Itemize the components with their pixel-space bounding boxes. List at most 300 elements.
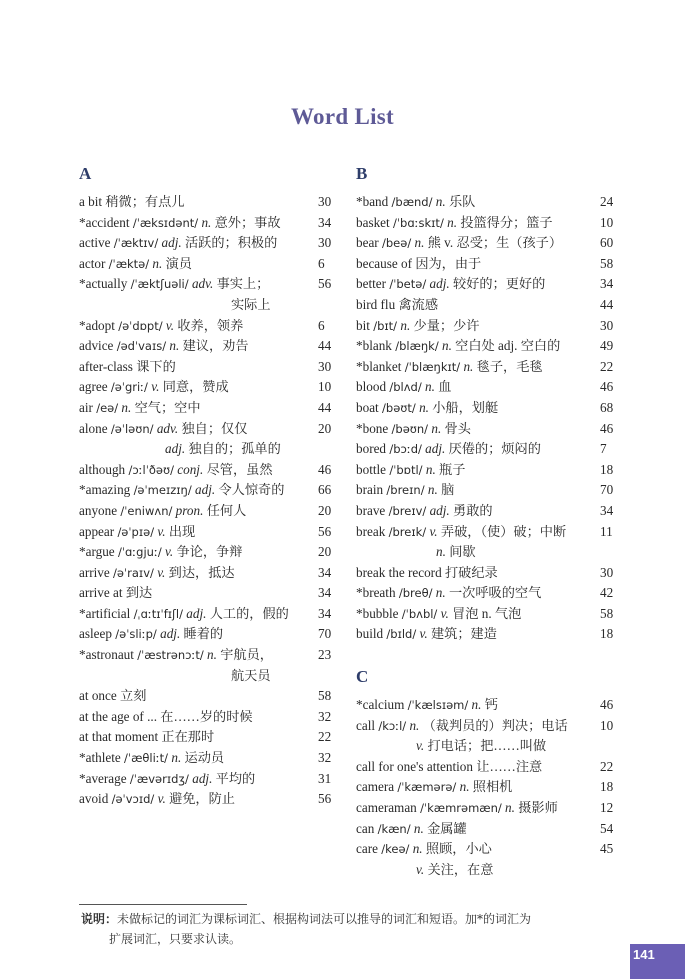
headword: boat <box>356 399 379 415</box>
headword: brain <box>356 482 384 498</box>
definition: 在……岁的时候 <box>160 708 253 724</box>
phonetic: /ˈæθliːt/ <box>124 751 169 766</box>
page-number: 141 <box>633 947 655 962</box>
entry-list-a <box>79 192 340 810</box>
headword: *accident <box>79 214 130 230</box>
phonetic: /əˈvɔɪd/ <box>111 792 155 807</box>
part-of-speech: adv. <box>191 276 214 292</box>
page-ref: 60 <box>600 235 614 251</box>
part-of-speech: n. <box>171 750 182 766</box>
part-of-speech: adj. <box>165 441 186 457</box>
phonetic: /ˈæktə/ <box>108 256 150 271</box>
definition-continued <box>79 295 314 316</box>
page-ref: 44 <box>318 338 332 354</box>
phonetic: /əˈgriː/ <box>110 380 148 395</box>
phonetic: /ˈblæŋkɪt/ <box>404 359 461 374</box>
page-ref: 32 <box>318 750 332 766</box>
definition: 投篮得分；篮子 <box>460 214 553 230</box>
headword: a bit <box>79 194 103 209</box>
word-entry <box>79 583 340 604</box>
word-entry <box>79 460 340 481</box>
definition-text: 独自的；孤单的 <box>188 441 281 457</box>
definition-text: 实际上 <box>231 296 271 312</box>
phonetic: /ˈbɑːskɪt/ <box>393 215 444 230</box>
part-of-speech: n. <box>441 338 452 354</box>
section-letter-b: B <box>356 164 368 183</box>
definition: 毯子，毛毯 <box>476 358 543 374</box>
word-entry <box>79 377 340 398</box>
part-of-speech: n. <box>447 214 458 230</box>
phonetic: /ˈeniwʌn/ <box>120 503 173 518</box>
phonetic: /bɪld/ <box>386 627 417 642</box>
headword: *calcium <box>356 697 405 713</box>
page-ref: 30 <box>600 564 614 580</box>
phonetic: /bɪt/ <box>373 318 398 333</box>
page-ref: 45 <box>600 841 614 857</box>
word-entry <box>79 748 340 769</box>
word-entry <box>79 274 340 315</box>
word-entry <box>356 192 618 213</box>
definition-continued <box>79 439 314 460</box>
page-ref: 44 <box>318 399 332 415</box>
word-entry <box>356 716 618 757</box>
definition: 平均的 <box>215 770 256 786</box>
definition: 金属罐 <box>427 820 467 836</box>
definition: 争论，争辩 <box>176 544 243 560</box>
part-of-speech: adj. <box>160 626 181 642</box>
phonetic: /əˈləʊn/ <box>110 421 154 436</box>
page-ref: 66 <box>318 482 332 498</box>
part-of-speech: n. <box>207 647 217 663</box>
definition: 出现 <box>168 523 196 539</box>
headword: *average <box>79 770 127 786</box>
page-ref: 24 <box>600 194 614 209</box>
definition: 打破纪录 <box>444 564 498 580</box>
headword: arrive at <box>79 585 123 601</box>
page-ref: 44 <box>600 296 614 312</box>
definition: 血 <box>438 379 452 395</box>
phonetic: /keə/ <box>381 842 410 857</box>
definition: 活跃的；积极的 <box>184 235 278 251</box>
definition: 瓶子 <box>439 461 466 477</box>
part-of-speech: v. <box>416 738 425 754</box>
headword: *argue <box>79 544 115 560</box>
definition: 照顾，小心 <box>425 841 492 857</box>
word-entry <box>356 336 618 357</box>
part-of-speech: adv. <box>156 420 179 436</box>
word-entry <box>356 295 618 316</box>
word-entry <box>79 213 340 234</box>
page-ref: 34 <box>600 502 614 518</box>
word-entry <box>356 398 618 419</box>
phonetic: /bænd/ <box>391 195 433 209</box>
part-of-speech: n. <box>463 358 474 374</box>
section-letter-c: C <box>356 667 369 687</box>
word-entry <box>356 377 618 398</box>
phonetic: /breθ/ <box>398 586 433 601</box>
phonetic: /breɪk/ <box>388 524 427 539</box>
page-ref: 11 <box>600 523 613 539</box>
headword: agree <box>79 379 108 395</box>
phonetic: /əˈpɪə/ <box>117 524 155 539</box>
headword: *breath <box>356 585 396 601</box>
word-entry <box>356 233 618 254</box>
headword: *artificial <box>79 605 131 621</box>
part-of-speech: n. <box>152 255 163 271</box>
definition: 空气；空中 <box>134 399 201 415</box>
page-ref: 30 <box>318 358 332 374</box>
phonetic: /əˈdɒpt/ <box>118 318 163 333</box>
word-entry <box>356 757 618 778</box>
part-of-speech: adj. <box>192 770 213 786</box>
footnote-divider <box>79 904 247 905</box>
phonetic: /breɪv/ <box>388 503 427 518</box>
word-entry <box>79 398 340 419</box>
part-of-speech: v. <box>157 791 166 807</box>
part-of-speech: n. <box>419 399 429 415</box>
phonetic: /ˈkæmərə/ <box>397 780 457 795</box>
word-entry <box>356 501 618 522</box>
headword: asleep <box>79 626 112 642</box>
headword: because of <box>356 255 413 271</box>
page-ref: 18 <box>600 779 614 795</box>
page-ref: 58 <box>600 605 614 621</box>
headword: brave <box>356 502 386 518</box>
page-ref: 18 <box>600 461 614 477</box>
headword: *blanket <box>356 358 402 374</box>
part-of-speech: n. <box>412 841 423 857</box>
phonetic: /blæŋk/ <box>395 339 439 354</box>
page-ref: 49 <box>600 338 614 354</box>
page-ref: 32 <box>318 708 332 724</box>
page-ref: 34 <box>318 585 332 601</box>
part-of-speech: adj. <box>429 502 450 518</box>
definition: 同意，赞成 <box>162 379 229 395</box>
phonetic: /ˈbʌbl/ <box>401 606 438 621</box>
word-entry <box>356 798 618 819</box>
definition: 任何人 <box>206 502 247 518</box>
headword: actor <box>79 255 106 271</box>
part-of-speech: n. <box>425 379 435 395</box>
page-ref: 42 <box>600 585 614 601</box>
phonetic: /əˈmeɪzɪŋ/ <box>133 483 192 498</box>
definition: 运动员 <box>184 750 225 766</box>
headword: avoid <box>79 791 109 807</box>
word-entry <box>356 439 618 460</box>
definition: 乐队 <box>448 194 476 209</box>
page-number-tab <box>630 944 685 979</box>
part-of-speech: n. <box>435 585 446 601</box>
headword: camera <box>356 779 395 795</box>
headword: advice <box>79 338 114 354</box>
headword: *actually <box>79 276 128 292</box>
headword: cameraman <box>356 800 417 816</box>
part-of-speech: v. <box>416 861 425 877</box>
part-of-speech: adj. <box>186 605 207 621</box>
definition: 钙 <box>484 697 498 713</box>
definition: 课下的 <box>136 358 176 374</box>
phonetic: /ˈbɒtl/ <box>389 462 423 477</box>
word-entry <box>356 583 618 604</box>
definition: 勇敢的 <box>453 502 493 518</box>
definition: （裁判员的）判决；电话 <box>422 717 568 733</box>
part-of-speech: v. <box>165 544 174 560</box>
definition-text: 航天员 <box>231 667 271 683</box>
footnote-label: 说明： <box>81 912 118 926</box>
section-letter-a: A <box>79 164 92 183</box>
page-ref: 10 <box>318 379 332 395</box>
column-right <box>356 160 618 880</box>
definition: 脑 <box>441 482 455 498</box>
part-of-speech: n. <box>431 420 442 436</box>
entry-list-b <box>356 192 618 645</box>
headword: *band <box>356 194 389 209</box>
page-ref: 58 <box>600 255 614 271</box>
part-of-speech: n. <box>471 697 482 713</box>
part-of-speech: v. <box>429 523 438 539</box>
headword: *bubble <box>356 605 399 621</box>
page-ref: 68 <box>600 399 614 415</box>
phonetic: /ˈævərɪdʒ/ <box>129 771 189 786</box>
page-ref: 46 <box>600 420 614 436</box>
footnote <box>81 909 641 949</box>
definition-text: 关注，在意 <box>427 861 494 877</box>
headword: air <box>79 399 93 415</box>
word-entry <box>79 645 340 686</box>
word-entry <box>79 480 340 501</box>
page-title: Word List <box>290 104 395 129</box>
headword: break the record <box>356 564 442 580</box>
word-entry <box>79 316 340 337</box>
part-of-speech: n. <box>425 461 436 477</box>
page-ref: 23 <box>318 647 332 663</box>
definition: 建筑；建造 <box>431 626 497 642</box>
page-ref: 20 <box>318 420 332 436</box>
word-entry <box>356 254 618 275</box>
definition-continued <box>356 860 592 881</box>
word-entry <box>79 769 340 790</box>
page-ref: 30 <box>318 235 332 251</box>
definition: 较好的；更好的 <box>452 276 546 292</box>
definition-continued <box>356 542 592 563</box>
definition: 少量；少许 <box>413 317 480 333</box>
page-ref: 58 <box>318 688 332 704</box>
phonetic: /breɪn/ <box>386 483 425 498</box>
footnote-line-1: 未做标记的词汇为课标词汇、根据构词法可以推导的词汇和短语。加*的词汇为 <box>117 912 532 926</box>
word-entry <box>79 563 340 584</box>
word-entry <box>356 695 618 716</box>
phonetic: /bəʊn/ <box>391 421 429 436</box>
word-entry <box>79 254 340 275</box>
word-entry <box>79 707 340 728</box>
word-entry <box>356 274 618 295</box>
page-ref: 6 <box>318 255 325 271</box>
headword: care <box>356 841 378 857</box>
headword: *athlete <box>79 750 121 766</box>
definition-text: 间歇 <box>449 544 476 560</box>
part-of-speech: adj. <box>425 441 446 457</box>
definition: 厌倦的；烦闷的 <box>448 441 541 457</box>
definition: 事实上； <box>216 276 270 292</box>
word-entry <box>79 789 340 810</box>
phonetic: /ˈkæmrəmæn/ <box>420 801 502 816</box>
definition: 避免，防止 <box>169 791 235 807</box>
phonetic: /əˈsliːp/ <box>115 627 157 642</box>
part-of-speech: v. <box>419 626 428 642</box>
page-ref: 7 <box>600 441 607 457</box>
headword: call for one's attention <box>356 758 473 774</box>
headword: *astronaut <box>79 647 134 663</box>
definition: 演员 <box>165 255 192 271</box>
part-of-speech: n. <box>409 717 420 733</box>
headword: blood <box>356 379 387 395</box>
page-ref: 6 <box>318 317 325 333</box>
page-ref: 22 <box>600 758 614 774</box>
column-left <box>79 160 340 810</box>
headword: *adopt <box>79 317 115 333</box>
headword: at that moment <box>79 729 159 745</box>
word-entry <box>79 727 340 748</box>
page-ref: 56 <box>318 523 332 539</box>
phonetic: /blʌd/ <box>389 380 422 395</box>
page-ref: 46 <box>600 379 614 395</box>
headword: *bone <box>356 420 389 436</box>
definition: 宇航员， <box>220 647 273 663</box>
headword: arrive <box>79 564 110 580</box>
part-of-speech: v. <box>165 317 175 333</box>
page-ref: 56 <box>318 276 332 292</box>
word-entry <box>356 604 618 625</box>
word-entry <box>356 213 618 234</box>
page-ref: 20 <box>318 544 332 560</box>
part-of-speech: n. <box>121 399 132 415</box>
page-ref: 30 <box>318 194 332 209</box>
part-of-speech: adj. <box>161 235 182 251</box>
headword: appear <box>79 523 115 539</box>
headword: call <box>356 717 376 733</box>
phonetic: /ˈbetə/ <box>389 277 427 292</box>
part-of-speech: v. <box>157 523 166 539</box>
word-entry <box>356 522 618 563</box>
phonetic: /bɔːd/ <box>389 442 422 457</box>
word-entry <box>79 501 340 522</box>
definition: 收养，领养 <box>177 317 244 333</box>
phonetic: /bəʊt/ <box>382 400 416 415</box>
phonetic: /beə/ <box>382 236 412 251</box>
part-of-speech: n. <box>436 544 446 560</box>
definition: 骨头 <box>444 420 471 436</box>
definition: 睡着的 <box>183 626 224 642</box>
footnote-line-2: 扩展词汇，只要求认读。 <box>109 932 242 946</box>
part-of-speech: n. <box>169 338 180 354</box>
page-ref: 46 <box>318 461 332 477</box>
definition-continued <box>79 666 314 687</box>
part-of-speech: v. <box>440 605 449 621</box>
page-ref: 12 <box>600 800 614 816</box>
headword: after-class <box>79 358 133 374</box>
definition: 让……注意 <box>476 758 543 774</box>
headword: at once <box>79 688 117 704</box>
word-entry <box>79 604 340 625</box>
definition: 熊 v. 忍受；生（孩子） <box>427 235 563 251</box>
headword: bored <box>356 441 387 457</box>
headword: anyone <box>79 502 118 518</box>
definition-continued <box>356 736 592 757</box>
entry-list-c <box>356 695 618 880</box>
part-of-speech: n. <box>435 194 446 209</box>
phonetic: /əˈraɪv/ <box>113 565 154 580</box>
word-entry <box>356 563 618 584</box>
headword: break <box>356 523 386 539</box>
page-ref: 34 <box>318 214 332 230</box>
phonetic: /kæn/ <box>377 821 411 836</box>
part-of-speech: adj. <box>429 276 450 292</box>
part-of-speech: n. <box>427 482 438 498</box>
page-ref: 34 <box>318 605 332 621</box>
word-entry <box>79 192 340 213</box>
part-of-speech: adj. <box>195 482 216 498</box>
page-ref: 18 <box>600 626 614 642</box>
definition: 意外；事故 <box>214 214 281 230</box>
headword: bear <box>356 235 379 251</box>
phonetic: /ˈæktʃuəli/ <box>130 277 189 292</box>
definition: 正在那时 <box>161 729 215 745</box>
part-of-speech: n. <box>413 820 424 836</box>
word-entry <box>356 624 618 645</box>
page-ref: 22 <box>318 729 332 745</box>
page-ref: 56 <box>318 791 332 807</box>
word-entry <box>356 839 618 880</box>
headword: can <box>356 820 375 836</box>
word-entry <box>79 686 340 707</box>
part-of-speech: v. <box>157 564 166 580</box>
phonetic: /kɔːl/ <box>378 718 407 733</box>
part-of-speech: conj. <box>177 461 204 477</box>
part-of-speech: n. <box>400 317 411 333</box>
phonetic: /ˈæstrənɔːt/ <box>137 648 204 663</box>
part-of-speech: n. <box>505 800 515 816</box>
headword: bottle <box>356 461 387 477</box>
page-ref: 22 <box>600 358 614 374</box>
part-of-speech: v. <box>151 379 160 395</box>
word-entry <box>356 357 618 378</box>
definition: 稍微；有点儿 <box>105 194 185 209</box>
word-entry <box>79 419 340 460</box>
definition: 立刻 <box>120 688 147 704</box>
headword: alone <box>79 420 108 436</box>
page-ref: 10 <box>600 214 614 230</box>
phonetic: /ˈkælsɪəm/ <box>407 698 469 713</box>
definition: 照相机 <box>472 779 513 795</box>
headword: bird flu <box>356 296 396 312</box>
page-ref: 46 <box>600 697 614 713</box>
definition-text: 打电话；把……叫做 <box>427 738 547 754</box>
page-ref: 34 <box>600 276 614 292</box>
page-ref: 34 <box>318 564 332 580</box>
headword: better <box>356 276 387 292</box>
word-entry <box>79 336 340 357</box>
phonetic: /eə/ <box>96 400 119 415</box>
part-of-speech: n. <box>414 235 425 251</box>
word-entry <box>356 419 618 440</box>
page-ref: 31 <box>318 770 332 786</box>
headword: *amazing <box>79 482 131 498</box>
page-ref: 20 <box>318 502 332 518</box>
definition: 到达 <box>125 585 153 601</box>
word-entry <box>356 316 618 337</box>
definition: 独自；仅仅 <box>181 420 248 436</box>
word-entry <box>356 777 618 798</box>
